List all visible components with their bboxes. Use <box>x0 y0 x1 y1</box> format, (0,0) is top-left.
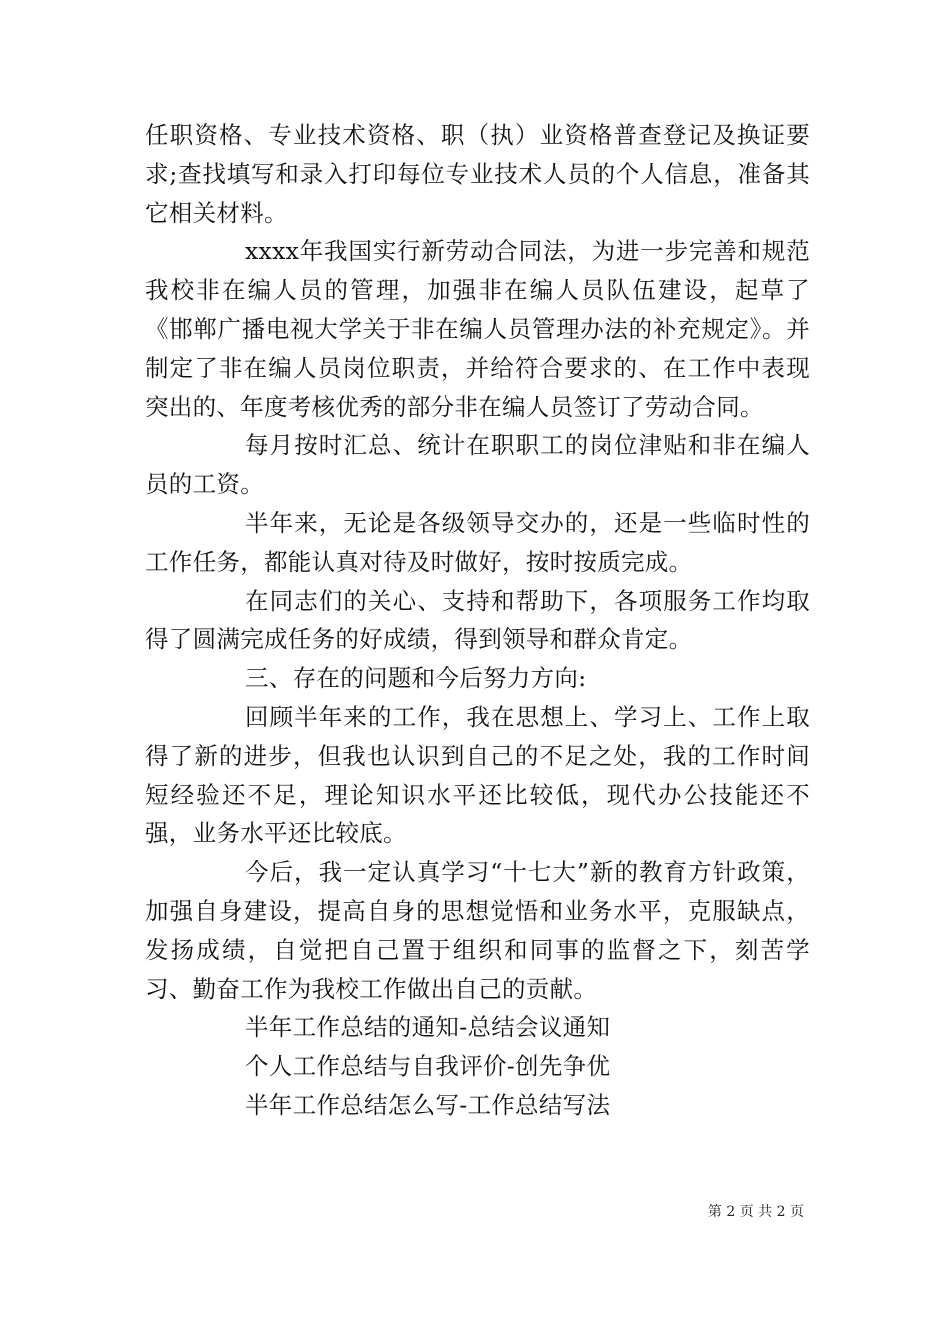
page-number-footer: 第 2 页 共 2 页 <box>707 1204 804 1220</box>
document-body <box>145 116 810 1125</box>
section-heading-problems: 三、存在的问题和今后努力方向: <box>245 664 587 693</box>
paragraph-half-year-tasks: 半年来，无论是各级领导交办的，还是一些临时性的工作任务，都能认真对待及时做好，按时按质完成。 <box>145 508 810 576</box>
paragraph-monthly-wages: 每月按时汇总、统计在职职工的岗位津贴和非在编人员的工资。 <box>145 431 810 499</box>
related-link[interactable]: 半年工作总结怎么写-工作总结写法 <box>245 1090 611 1119</box>
paragraph-future-plans: 今后，我一定认真学习“十七大”新的教育方针政策，加强自身建设，提高自身的思想觉悟和业务水平，克服缺点，发扬成绩，自觉把自己置于组织和同事的监督之下，刻苦学习、勤奋工作为我校工作做出自己的贡献。 <box>145 858 810 1003</box>
related-link[interactable]: 半年工作总结的通知-总结会议通知 <box>245 1013 611 1042</box>
paragraph-labor-contract: xxxx年我国实行新劳动合同法，为进一步完善和规范我校非在编人员的管理，加强非在编人员队伍建设，起草了《邯郸广播电视大学关于非在编人员管理办法的补充规定》。并制定了非在编人员岗位职责，并给符合要求的、在工作中表现突出的、年度考核优秀的部分非在编人员签订了劳动合同。 <box>145 237 810 421</box>
paragraph-review: 回顾半年来的工作，我在思想上、学习上、工作上取得了新的进步，但我也认识到自己的不足之处，我的工作时间短经验还不足，理论知识水平还比较低，现代办公技能还不强，业务水平还比较底。 <box>145 702 810 848</box>
paragraph-achievements: 在同志们的关心、支持和帮助下，各项服务工作均取得了圆满完成任务的好成绩，得到领导和群众肯定。 <box>145 586 810 654</box>
paragraph-continuation: 任职资格、专业技术资格、职（执）业资格普查登记及换证要求;查找填写和录入打印每位专业技术人员的个人信息，准备其它相关材料。 <box>145 121 810 227</box>
related-link[interactable]: 个人工作总结与自我评价-创先争优 <box>245 1052 611 1081</box>
